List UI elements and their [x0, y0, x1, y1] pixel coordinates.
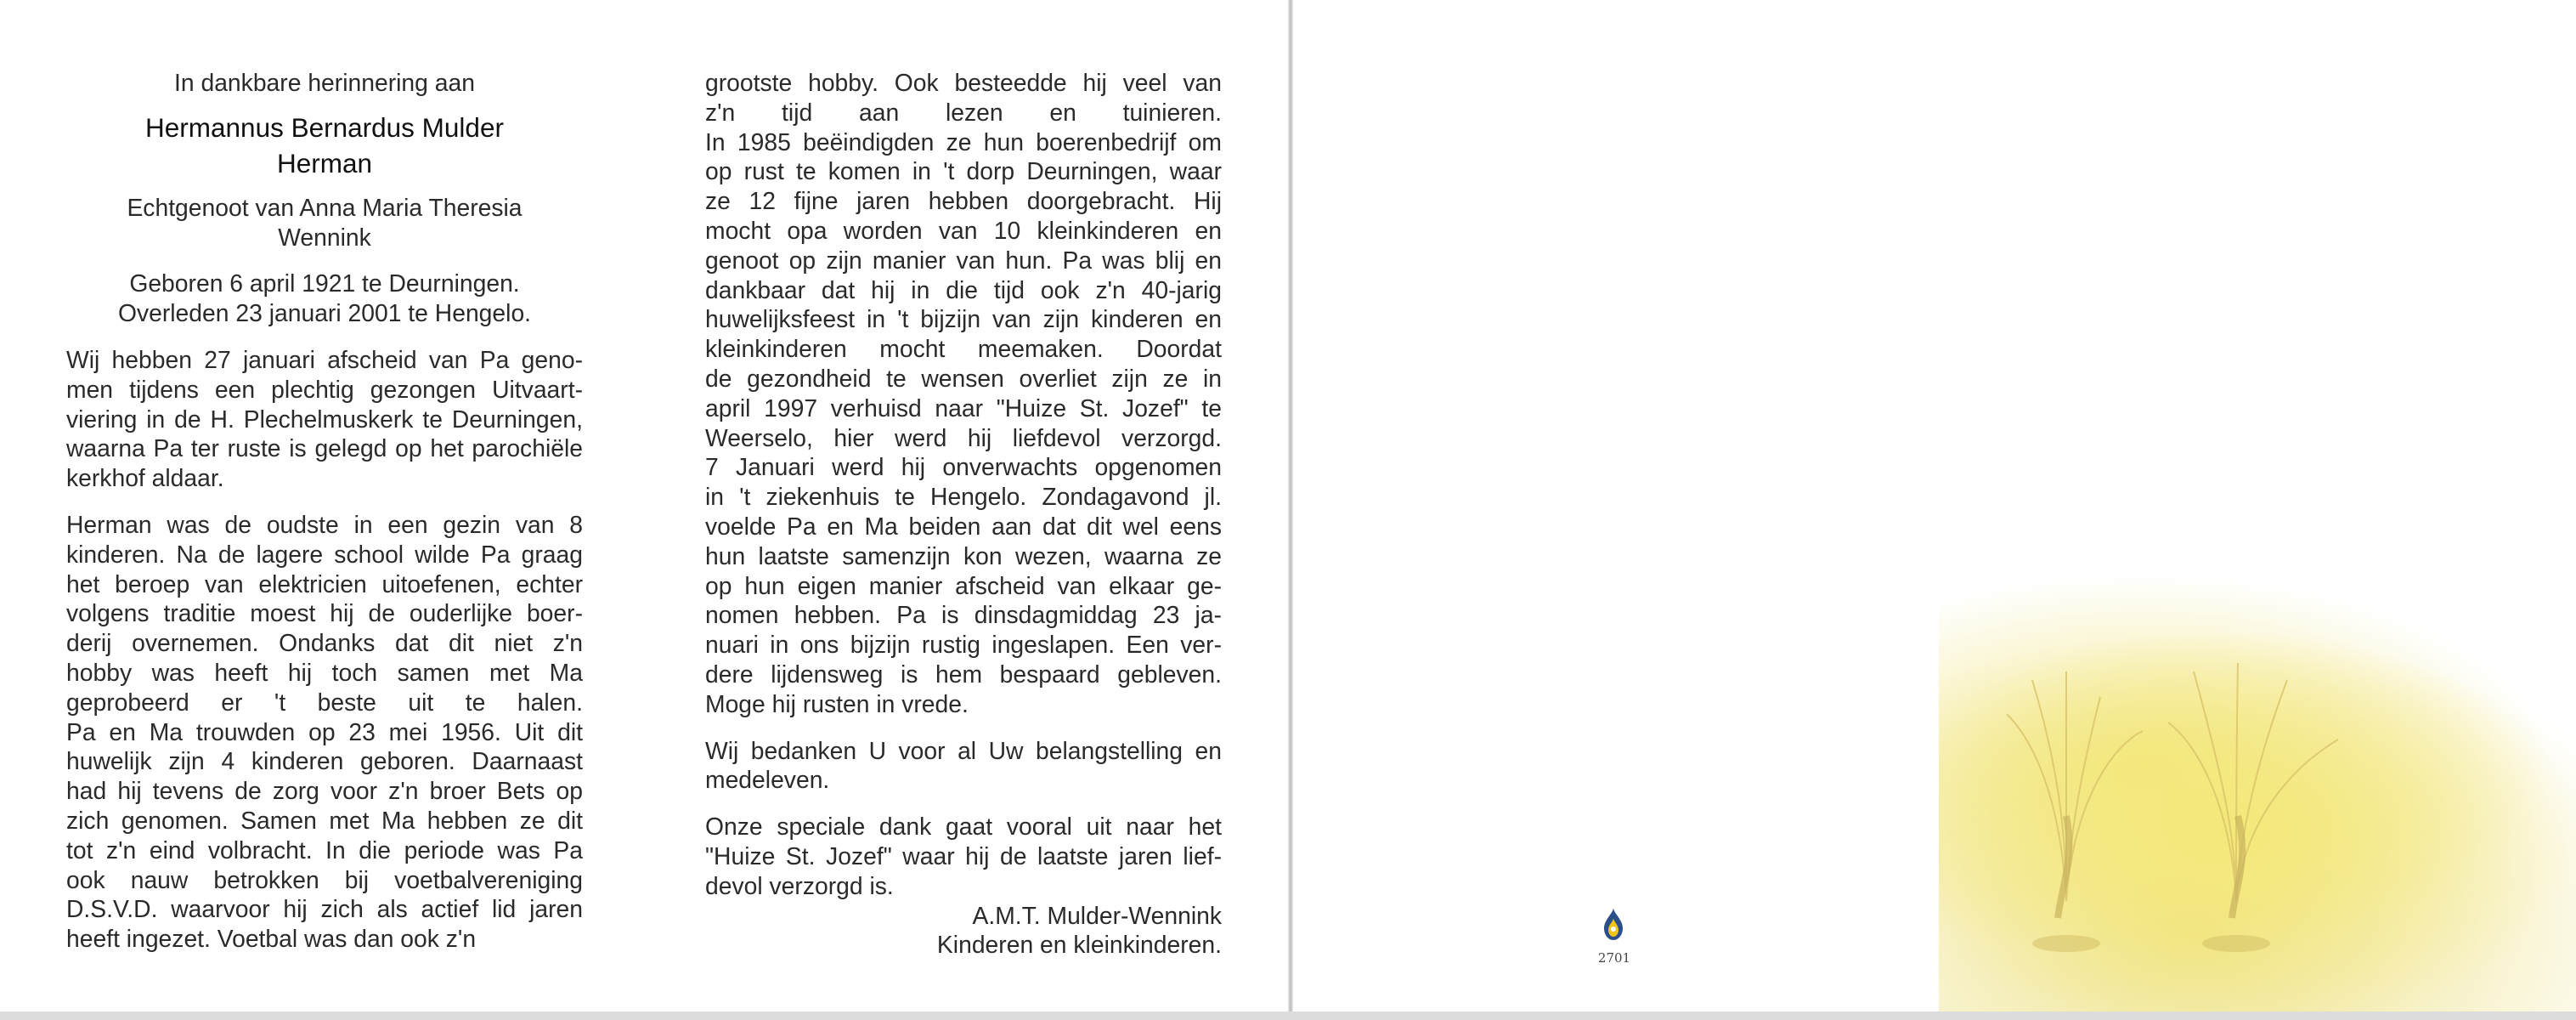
- paragraph-special-thanks: [705, 812, 1222, 900]
- text-line: geprobeerd er 't beste uit te halen.: [66, 688, 583, 716]
- text-line: D.S.V.D. waarvoor hij zich als actief lid jaren: [66, 895, 583, 923]
- text-line: devol verzorgd is.: [705, 871, 894, 899]
- text-line: dankbaar dat hij in die tijd ook z'n 40-jarig: [705, 275, 1222, 303]
- text-line: Onze speciale dank gaat vooral uit naar het: [705, 813, 1222, 841]
- text-line: nuari in ons bijzijn rustig ingeslapen. Een ver-: [705, 631, 1222, 659]
- text-line: dere lijdensweg is hem bespaard gebleven.: [705, 660, 1222, 688]
- intro-text: In dankbare herinnering aan: [174, 69, 475, 96]
- right-column: [705, 68, 1222, 960]
- text-line: derij overnemen. Ondanks dat dit niet z'n: [66, 629, 583, 657]
- text-line: Herman was de oudste in een gezin van 8: [66, 510, 583, 538]
- text-line: zich genomen. Samen met Ma hebben ze dit: [66, 806, 583, 834]
- text-line: tot z'n eind volbracht. In die periode was Pa: [66, 836, 583, 864]
- deceased-full-name: Hermannus Bernardus Mulder: [145, 111, 504, 143]
- willow-trees-illustration: [1939, 0, 2576, 1015]
- spouse-line-2: Wennink: [278, 223, 371, 251]
- flame-drop-icon: [1599, 906, 1628, 944]
- text-line: medeleven.: [705, 766, 830, 794]
- signature-widow: A.M.T. Mulder-Wennink: [972, 901, 1222, 929]
- text-line: op rust te komen in 't dorp Deurningen, waar: [705, 157, 1222, 185]
- paragraph-thanks: [705, 736, 1222, 796]
- text-line: ook nauw betrokken bij voetbalvereniging: [66, 865, 583, 893]
- text-line: mocht opa worden van 10 kleinkinderen en: [705, 216, 1222, 244]
- card-inner-spread: [0, 0, 1288, 1015]
- text-line: grootste hobby. Ook besteedde hij veel van: [705, 69, 1222, 96]
- text-line: voelde Pa en Ma beiden aan dat dit wel eens: [705, 512, 1222, 540]
- deceased-nickname: Herman: [276, 147, 373, 178]
- text-line: viering in de H. Plechelmuskerk te Deurningen,: [66, 405, 583, 433]
- text-line: huwelijksfeest in 't bijzijn van zijn kinderen en: [705, 305, 1222, 333]
- text-line: het beroep van elektricien uitoefenen, echter: [66, 570, 583, 598]
- text-line: ze 12 fijne jaren hebben doorgebracht. Hij: [705, 187, 1222, 215]
- text-line: had hij tevens de zorg voor z'n broer Bets op: [66, 777, 583, 805]
- text-line: Weerselo, hier werd hij liefdevol verzorgd.: [705, 423, 1222, 451]
- card-back-panel: [1293, 0, 1939, 1015]
- text-line: Wij hebben 27 januari afscheid van Pa geno-: [66, 345, 583, 373]
- text-line: volgens traditie moest hij de ouderlijke boer-: [66, 599, 583, 627]
- text-line: in 't ziekenhuis te Hengelo. Zondagavond jl.: [705, 483, 1222, 511]
- text-line: Moge hij rusten in vrede.: [705, 689, 969, 717]
- text-line: op hun eigen manier afscheid van elkaar ge-: [705, 571, 1222, 599]
- text-line: waarna Pa ter ruste is gelegd op het parochiële: [66, 434, 583, 462]
- text-line: z'n tijd aan lezen en tuinieren.: [705, 98, 1222, 126]
- text-line: nomen hebben. Pa is dinsdagmiddag 23 ja-: [705, 601, 1222, 629]
- text-line: "Huize St. Jozef" waar hij de laatste jaren lief-: [705, 842, 1222, 870]
- text-line: men tijdens een plechtig gezongen Uitvaart-: [66, 375, 583, 403]
- text-line: heeft ingezet. Voetbal was dan ook z'n: [66, 925, 477, 953]
- printer-code: 2701: [1597, 950, 1631, 966]
- text-line: huwelijk zijn 4 kinderen geboren. Daarnaast: [66, 747, 583, 775]
- text-line: genoot op zijn manier van hun. Pa was blij en: [705, 246, 1222, 274]
- text-line: In 1985 beëindigden ze hun boerenbedrijf om: [705, 128, 1222, 156]
- card-front-panel: [1939, 0, 2576, 1015]
- paragraph-later-life: [705, 68, 1222, 719]
- text-line: de gezondheid te wensen overliet zijn ze in: [705, 364, 1222, 392]
- spouse-line-1: Echtgenoot van Anna Maria Theresia: [127, 193, 523, 221]
- text-line: Pa en Ma trouwden op 23 mei 1956. Uit dit: [66, 717, 583, 745]
- text-line: 7 Januari werd hij onverwachts opgenomen: [705, 453, 1222, 481]
- death-line: Overleden 23 januari 2001 te Hengelo.: [117, 299, 532, 327]
- text-line: hun laatste samenzijn kon wezen, waarna ze: [705, 541, 1222, 570]
- text-line: april 1997 verhuisd naar "Huize St. Jozef" te: [705, 394, 1222, 422]
- text-line: kerkhof aldaar.: [66, 464, 224, 492]
- text-line: kinderen. Na de lagere school wilde Pa graag: [66, 540, 583, 568]
- text-line: kleinkinderen mocht meemaken. Doordat: [705, 335, 1222, 363]
- paper-bottom-edge: [0, 1012, 2576, 1020]
- signature-family: Kinderen en kleinkinderen.: [936, 931, 1222, 959]
- text-line: hobby was heeft hij toch samen met Ma: [66, 658, 583, 686]
- paragraph-farewell: [66, 345, 583, 493]
- left-column: [66, 68, 583, 954]
- birth-line: Geboren 6 april 1921 te Deurningen.: [129, 269, 520, 298]
- text-line: Wij bedanken U voor al Uw belangstelling en: [705, 736, 1222, 764]
- paragraph-life: [66, 510, 583, 954]
